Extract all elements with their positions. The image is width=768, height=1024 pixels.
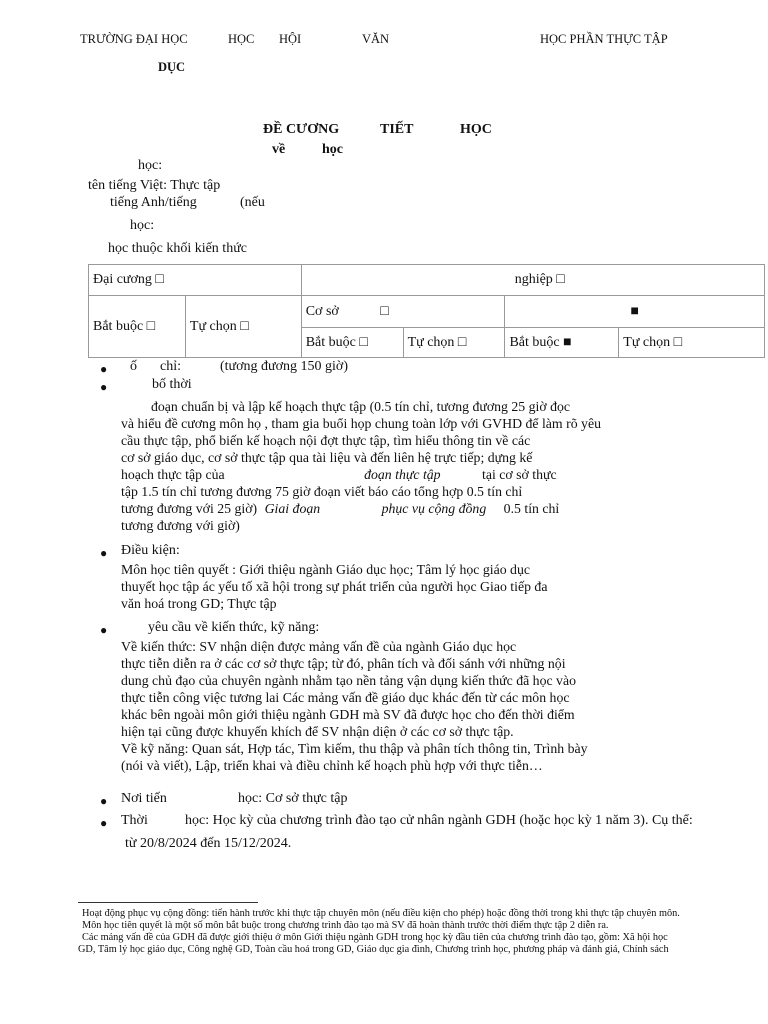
bullet-dot: ● xyxy=(100,623,108,637)
bullet-dot: ● xyxy=(100,794,108,808)
footnote-2: Môn học tiên quyết là một số môn bắt buộc trong chương trình đào tạo mà SV đã hoàn thành trước thời điểm thực tập 2 diễn ra. xyxy=(82,920,609,931)
plan-line-3: cầu thực tập, phổ biến kế hoạch nội đợt thực tập, tìm hiểu thông tin về các xyxy=(121,433,531,448)
credits-b: chỉ: xyxy=(160,359,181,374)
bullet-dot: ● xyxy=(100,380,108,394)
header-word-van: VĂN xyxy=(362,32,390,46)
location-value: học: Cơ sở thực tập xyxy=(238,791,348,806)
requirements-label: yêu cầu về kiến thức, kỹ năng: xyxy=(148,620,320,635)
plan-line-8: tương đương với giờ) xyxy=(121,518,240,533)
requirements-line-2: thực tiễn diễn ra ở các cơ sở thực tập; từ đó, phân tích và đối sánh với những nội xyxy=(121,656,566,671)
footnote-3: Các mảng vấn đề của GDH đã được giới thiệu ở môn Giới thiệu ngành GDH trong học kỳ đầu tiên của chương trình đào tạo, gồm: Xã hội học xyxy=(82,932,668,943)
conditions-paragraph xyxy=(121,561,621,612)
plan-line-7 xyxy=(121,500,621,517)
plan-giai-doan: Giai đoạn xyxy=(264,501,321,516)
time-dates: từ 20/8/2024 đến 15/12/2024. xyxy=(125,836,292,851)
plan-tai-co-so: tại cơ sở thực xyxy=(482,467,557,482)
info-line-1: học: xyxy=(138,158,163,173)
info-knowledge-block: học thuộc khối kiến thức xyxy=(108,241,248,256)
cell-bat-buoc-dai-cuong: Bắt buộc □ xyxy=(89,296,186,358)
info-course-name-en-note: (nếu xyxy=(240,195,265,210)
requirements-line-5: khác bên ngoài môn giới thiệu ngành GDH mà SV đã được học cho đến thời điểm xyxy=(121,707,575,722)
plan-line-7-text: tương đương với 25 giờ) xyxy=(121,501,258,516)
time-value: học: Học kỳ của chương trình đào tạo cử nhân ngành GDH (hoặc học kỳ 1 năm 3). Cụ thể: xyxy=(185,813,693,828)
header-course: HỌC PHẦN THỰC TẬP xyxy=(540,32,668,46)
cell-tu-chon-dai-cuong: Tự chọn □ xyxy=(185,296,301,358)
time-label: Thời xyxy=(121,813,148,828)
plan-line-1: đoạn chuẩn bị và lập kế hoạch thực tập (0.5 tín chỉ, tương đương 25 giờ đọc xyxy=(151,399,571,414)
header-word-hoc: HỌC xyxy=(228,32,255,46)
title-hoc: HỌC xyxy=(460,122,492,137)
title-de-cuong: ĐỀ CƯƠNG xyxy=(263,122,340,137)
plan-line-5-text: hoạch thực tập của xyxy=(121,467,225,482)
cell-bat-buoc-chuyen-nganh: Bắt buộc ■ xyxy=(505,328,619,358)
requirements-line-8: (nói và viết), Lập, triển khai và điều chỉnh kế hoạch phù hợp với thực tiễn… xyxy=(121,758,543,773)
cell-chuyen-nghiep: nghiệp □ xyxy=(301,265,764,296)
location-label: Nơi tiến xyxy=(121,791,167,806)
cell-bat-buoc-co-so: Bắt buộc □ xyxy=(301,328,403,358)
footnote-divider xyxy=(78,902,258,903)
info-course-name-en: tiếng Anh/tiếng xyxy=(110,195,197,210)
plan-line-2: và hiểu đề cương môn họ , tham gia buổi họp chung toàn lớp với GVHD để làm rõ yêu xyxy=(121,416,601,431)
plan-line-6: tập 1.5 tín chỉ tương đương 75 giờ đoạn viết báo cáo tổng hợp 0.5 tín chỉ xyxy=(121,484,523,499)
requirements-line-7: Về kỹ năng: Quan sát, Hợp tác, Tìm kiếm, thu thập và phân tích thông tin, Trình bày xyxy=(121,741,588,756)
requirements-line-4: thực tiễn công việc tương lai Các mảng vấn đề giáo dục khác đến từ các môn học xyxy=(121,690,570,705)
requirements-paragraph xyxy=(121,638,641,774)
plan-line-4: cơ sở giáo dục, cơ sở thực tập qua tài liệu và đến liên hệ trực tiếp; dựng kế xyxy=(121,450,533,465)
footnote-3-cont: GD, Tâm lý học giáo dục, Công nghệ GD, Toàn cầu hoá trong GD, Giáo dục gia đình, Chương trình học, phương pháp và đánh giá, Chính sách xyxy=(78,944,669,955)
header-school: TRƯỜNG ĐẠI HỌC xyxy=(80,32,188,46)
credits-a: ố xyxy=(130,359,137,374)
cell-chuyen-nganh xyxy=(505,296,765,328)
requirements-line-1: Về kiến thức: SV nhận diện được mảng vấn đề của ngành Giáo dục học xyxy=(121,639,517,654)
co-so-checkbox: □ xyxy=(380,303,389,319)
time-allocation-label: bố thời xyxy=(152,377,192,392)
title-ve: về xyxy=(272,142,286,157)
cell-co-so xyxy=(301,296,505,328)
info-course-name-vi: tên tiếng Việt: Thực tập xyxy=(88,178,221,193)
plan-half-credit: 0.5 tín chỉ xyxy=(503,501,560,516)
bullet-dot: ● xyxy=(100,546,108,560)
bullet-dot: ● xyxy=(100,816,108,830)
plan-phuc-vu: phục vụ cộng đồng xyxy=(381,501,487,516)
conditions-label: Điều kiện: xyxy=(121,543,180,558)
title-tiet: TIẾT xyxy=(380,122,414,137)
plan-doan-thuc-tap: đoạn thực tập xyxy=(364,467,441,482)
title-hoc-2: học xyxy=(322,142,343,157)
conditions-line-1: Môn học tiên quyết : Giới thiệu ngành Giáo dục học; Tâm lý học giáo dục xyxy=(121,562,530,577)
plan-line-5 xyxy=(121,466,621,483)
conditions-line-2: thuyết học tập ác yếu tố xã hội trong sự phát triển của người học Giao tiếp đa xyxy=(121,579,548,594)
chuyen-nganh-checkbox: ■ xyxy=(630,303,639,319)
cell-dai-cuong: Đại cương □ xyxy=(89,265,302,296)
conditions-line-3: văn hoá trong GD; Thực tập xyxy=(121,596,277,611)
co-so-label: Cơ sở xyxy=(305,303,339,319)
info-line-4: học: xyxy=(130,218,155,233)
credits-hours: (tương đương 150 giờ) xyxy=(220,359,348,374)
footnotes xyxy=(78,908,768,956)
cell-tu-chon-chuyen-nganh: Tự chọn □ xyxy=(619,328,765,358)
plan-paragraph xyxy=(121,398,621,534)
bullet-dot: ● xyxy=(100,362,108,376)
requirements-line-6: hiện tại cũng được khuyến khích để SV nhận diện ở các cơ sở thực tập. xyxy=(121,724,514,739)
header-school-line2: DỤC xyxy=(158,60,186,74)
knowledge-block-table xyxy=(88,264,765,358)
cell-tu-chon-co-so: Tự chọn □ xyxy=(403,328,505,358)
footnote-1: Hoạt động phục vụ cộng đồng: tiến hành trước khi thực tập chuyên môn (nếu điều kiện cho phép) hoặc đồng thời trong khi thực tập chuyên môn. xyxy=(82,908,680,919)
requirements-line-3: dung chủ đạo của chuyên ngành nhằm tạo nền tảng vận dụng kiến thức đã học vào xyxy=(121,673,576,688)
header-word-hoi: HỘI xyxy=(279,32,302,46)
